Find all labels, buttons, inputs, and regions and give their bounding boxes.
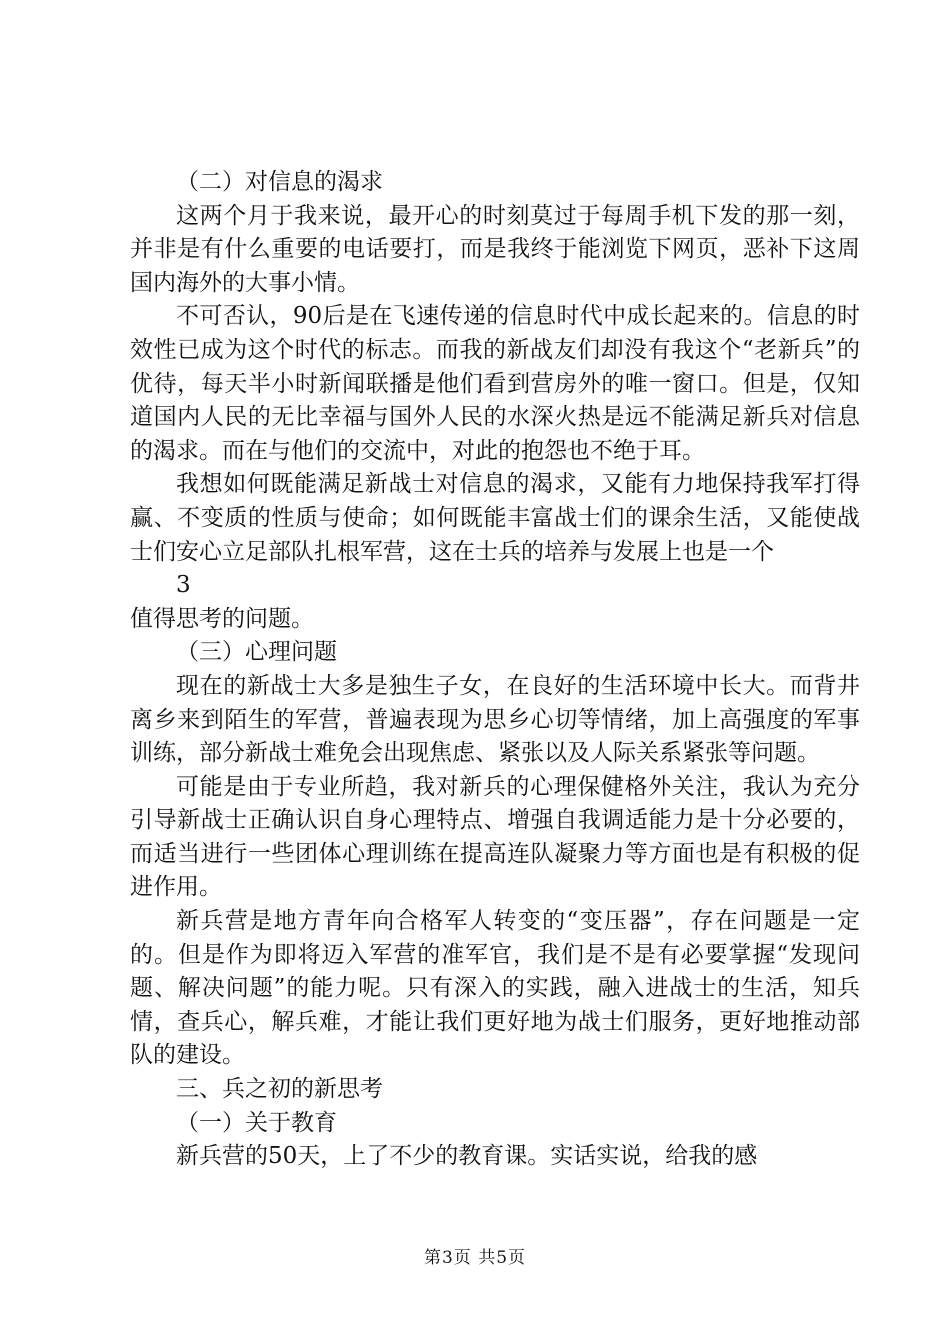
inline-page-number: 3: [176, 572, 191, 599]
paragraph: 新兵营是地方青年向合格军人转变的“变压器”，存在问题是一定的。但是作为即将迈入军营的准军官，我们是不是有必要掌握“发现问题、解决问题”的能力呢。只有深入的实践，融入进战士的生活，知兵情，查兵心，解兵难，才能让我们更好地为战士们服务，更好地推动部队的建设。: [130, 908, 860, 1069]
document-body: [130, 166, 860, 1174]
paragraph: 可能是由于专业所趋，我对新兵的心理保健格外关注，我认为充分引导新战士正确认识自身心理特点、增强自我调适能力是十分必要的，而适当进行一些团体心理训练在提高连队凝聚力等方面也是有积极的促进作用。: [130, 773, 860, 901]
paragraph: 不可否认，90后是在飞速传递的信息时代中成长起来的。信息的时效性已成为这个时代的标志。而我的新战友们却没有我这个“老新兵”的优待，每天半小时新闻联播是他们看到营房外的唯一窗口。但是，仅知道国内人民的无比幸福与国外人民的水深火热是远不能满足新兵对信息的渴求。而在与他们的交流中，对此的抱怨也不绝于耳。: [130, 303, 860, 464]
page-footer: 第3页 共5页: [423, 1248, 527, 1268]
section-heading: （一）关于教育: [176, 1109, 337, 1136]
paragraph: 值得思考的问题。: [130, 605, 314, 632]
section-heading: （二）对信息的渴求: [176, 169, 383, 195]
paragraph: 这两个月于我来说，最开心的时刻莫过于每周手机下发的那一刻，并非是有什么重要的电话要打，而是我终于能浏览下网页，恶补下这周国内海外的大事小情。: [130, 202, 860, 296]
paragraph: 现在的新战士大多是独生子女，在良好的生活环境中长大。而背井离乡来到陌生的军营，普遍表现为思乡心切等情绪，加上高强度的军事训练，部分新战士难免会出现焦虑、紧张以及人际关系紧张等问题。: [130, 672, 860, 767]
paragraph: 新兵营的50天，上了不少的教育课。实话实说，给我的感: [176, 1143, 758, 1170]
section-heading: （三）心理问题: [176, 639, 337, 666]
chapter-heading: 三、兵之初的新思考: [176, 1076, 383, 1103]
paragraph: 我想如何既能满足新战士对信息的渴求，又能有力地保持我军打得赢、不变质的性质与使命；如何既能丰富战士们的课余生活，又能使战士们安心立足部队扎根军营，这在士兵的培养与发展上也是一个: [130, 471, 860, 565]
